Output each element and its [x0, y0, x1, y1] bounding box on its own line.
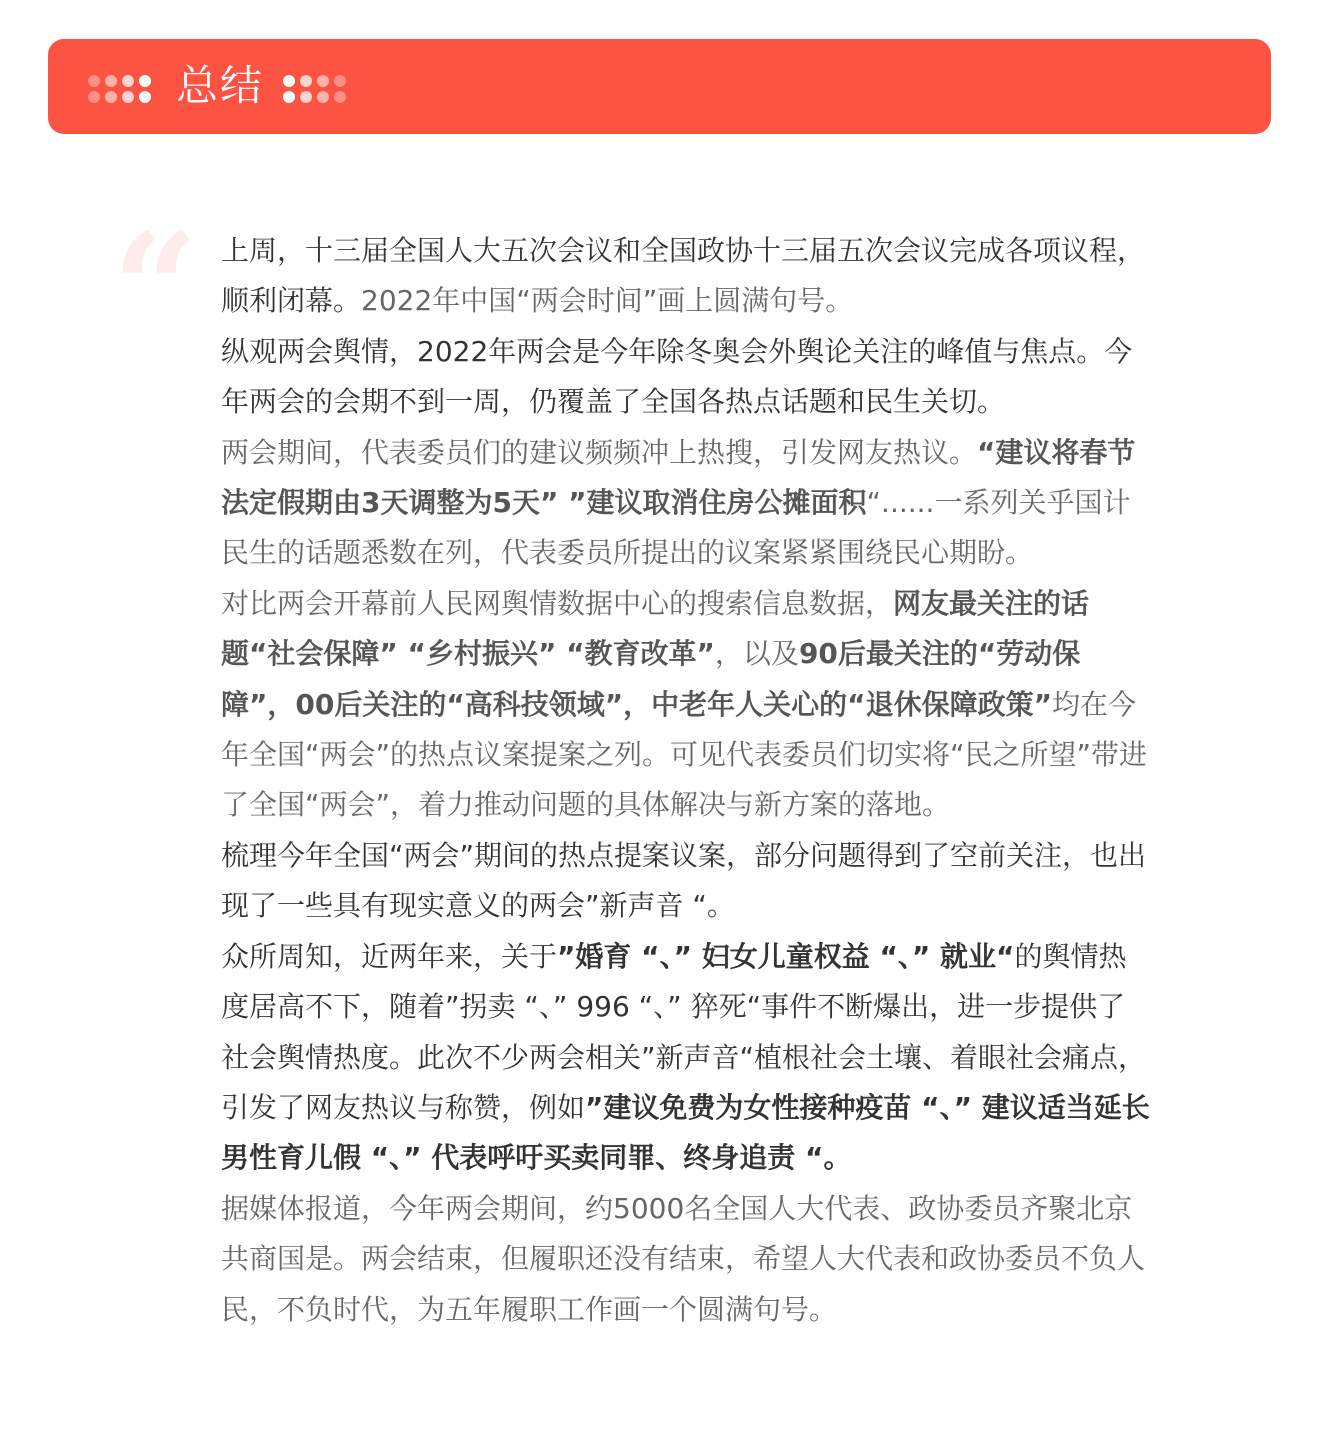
paragraph-6-text-mid: 的舆情热度居高不下，随着”拐卖 “、” 996 “、” 猝死“事件不断爆出，进一步提供了社会舆情热度。此次不少两会相关”新声音“植根社会土壤、着眼社会痛点，引发了网友热议与称赞，例如	[221, 939, 1147, 1124]
paragraph-3	[221, 428, 1153, 579]
paragraph-3-bold: “建议将春节法定假期由3天调整为5天” ”建议取消住房公摊面积	[221, 435, 1136, 520]
paragraph-2-text: 纵观两会舆情，2022年两会是今年除冬奥会外舆论关注的峰值与焦点。今年两会的会期不到一周，仍覆盖了全国各热点话题和民生关切。	[221, 334, 1133, 419]
section-title: 总结	[176, 61, 265, 110]
paragraph-1-text-muted: 2022年中国“两会时间”画上圆满句号。	[361, 284, 854, 318]
paragraph-6	[221, 932, 1153, 1184]
paragraph-1	[221, 226, 1153, 327]
decorative-dots-left	[88, 75, 151, 103]
paragraph-6-bold-proposals: ”建议免费为女性接种疫苗 “、” 建议适当延长男性育儿假 “、” 代表呼吁买卖同罪、终身追责 “。	[221, 1090, 1150, 1175]
paragraph-7-text: 据媒体报道，今年两会期间，约5000名全国人大代表、政协委员齐聚北京共商国是。两会结束，但履职还没有结束，希望人大代表和政协委员不负人民，不负时代，为五年履职工作画一个圆满句号。	[221, 1191, 1146, 1326]
paragraph-5-text: 梳理今年全国“两会”期间的热点提案议案，部分问题得到了空前关注，也出现了一些具有现实意义的两会”新声音 “。	[221, 838, 1147, 923]
paragraph-4-bold-topics: 网友最关注的话题“社会保障” “乡村振兴” “教育改革”	[221, 586, 1090, 671]
summary-header-bar	[48, 39, 1271, 134]
paragraph-7	[221, 1184, 1153, 1335]
paragraph-5	[221, 831, 1153, 932]
paragraph-4-text-mid: ，以及	[714, 637, 799, 671]
paragraph-6-bold-topics: ”婚育 “、” 妇女儿童权益 “、” 就业“	[557, 939, 1015, 973]
paragraph-4-text: 对比两会开幕前人民网舆情数据中心的搜索信息数据，	[221, 586, 894, 620]
paragraph-4-bold-generations: 90后最关注的“劳动保障”，00后关注的“高科技领域”，中老年人关心的“退休保障政策”	[221, 637, 1081, 721]
summary-article	[221, 226, 1153, 1335]
paragraph-4	[221, 579, 1153, 831]
paragraph-4-text-end: 均在今年全国“两会”的热点议案提案之列。可见代表委员们切实将“民之所望”带进了全国“两会”，着力推动问题的具体解决与新方案的落地。	[221, 687, 1148, 822]
paragraph-1-text: 上周，十三届全国人大五次会议和全国政协十三届五次会议完成各项议程，顺利闭幕。	[221, 234, 1146, 318]
paragraph-2	[221, 327, 1153, 428]
decorative-dots-right	[283, 75, 346, 103]
paragraph-6-text: 众所周知，近两年来，关于	[221, 939, 558, 973]
quote-mark-icon: “	[112, 201, 199, 377]
paragraph-3-text: 两会期间，代表委员们的建议频频冲上热搜，引发网友热议。	[221, 435, 978, 469]
paragraph-3-text-end: “......一系列关乎国计民生的话题悉数在列，代表委员所提出的议案紧紧围绕民心期盼。	[221, 486, 1131, 570]
